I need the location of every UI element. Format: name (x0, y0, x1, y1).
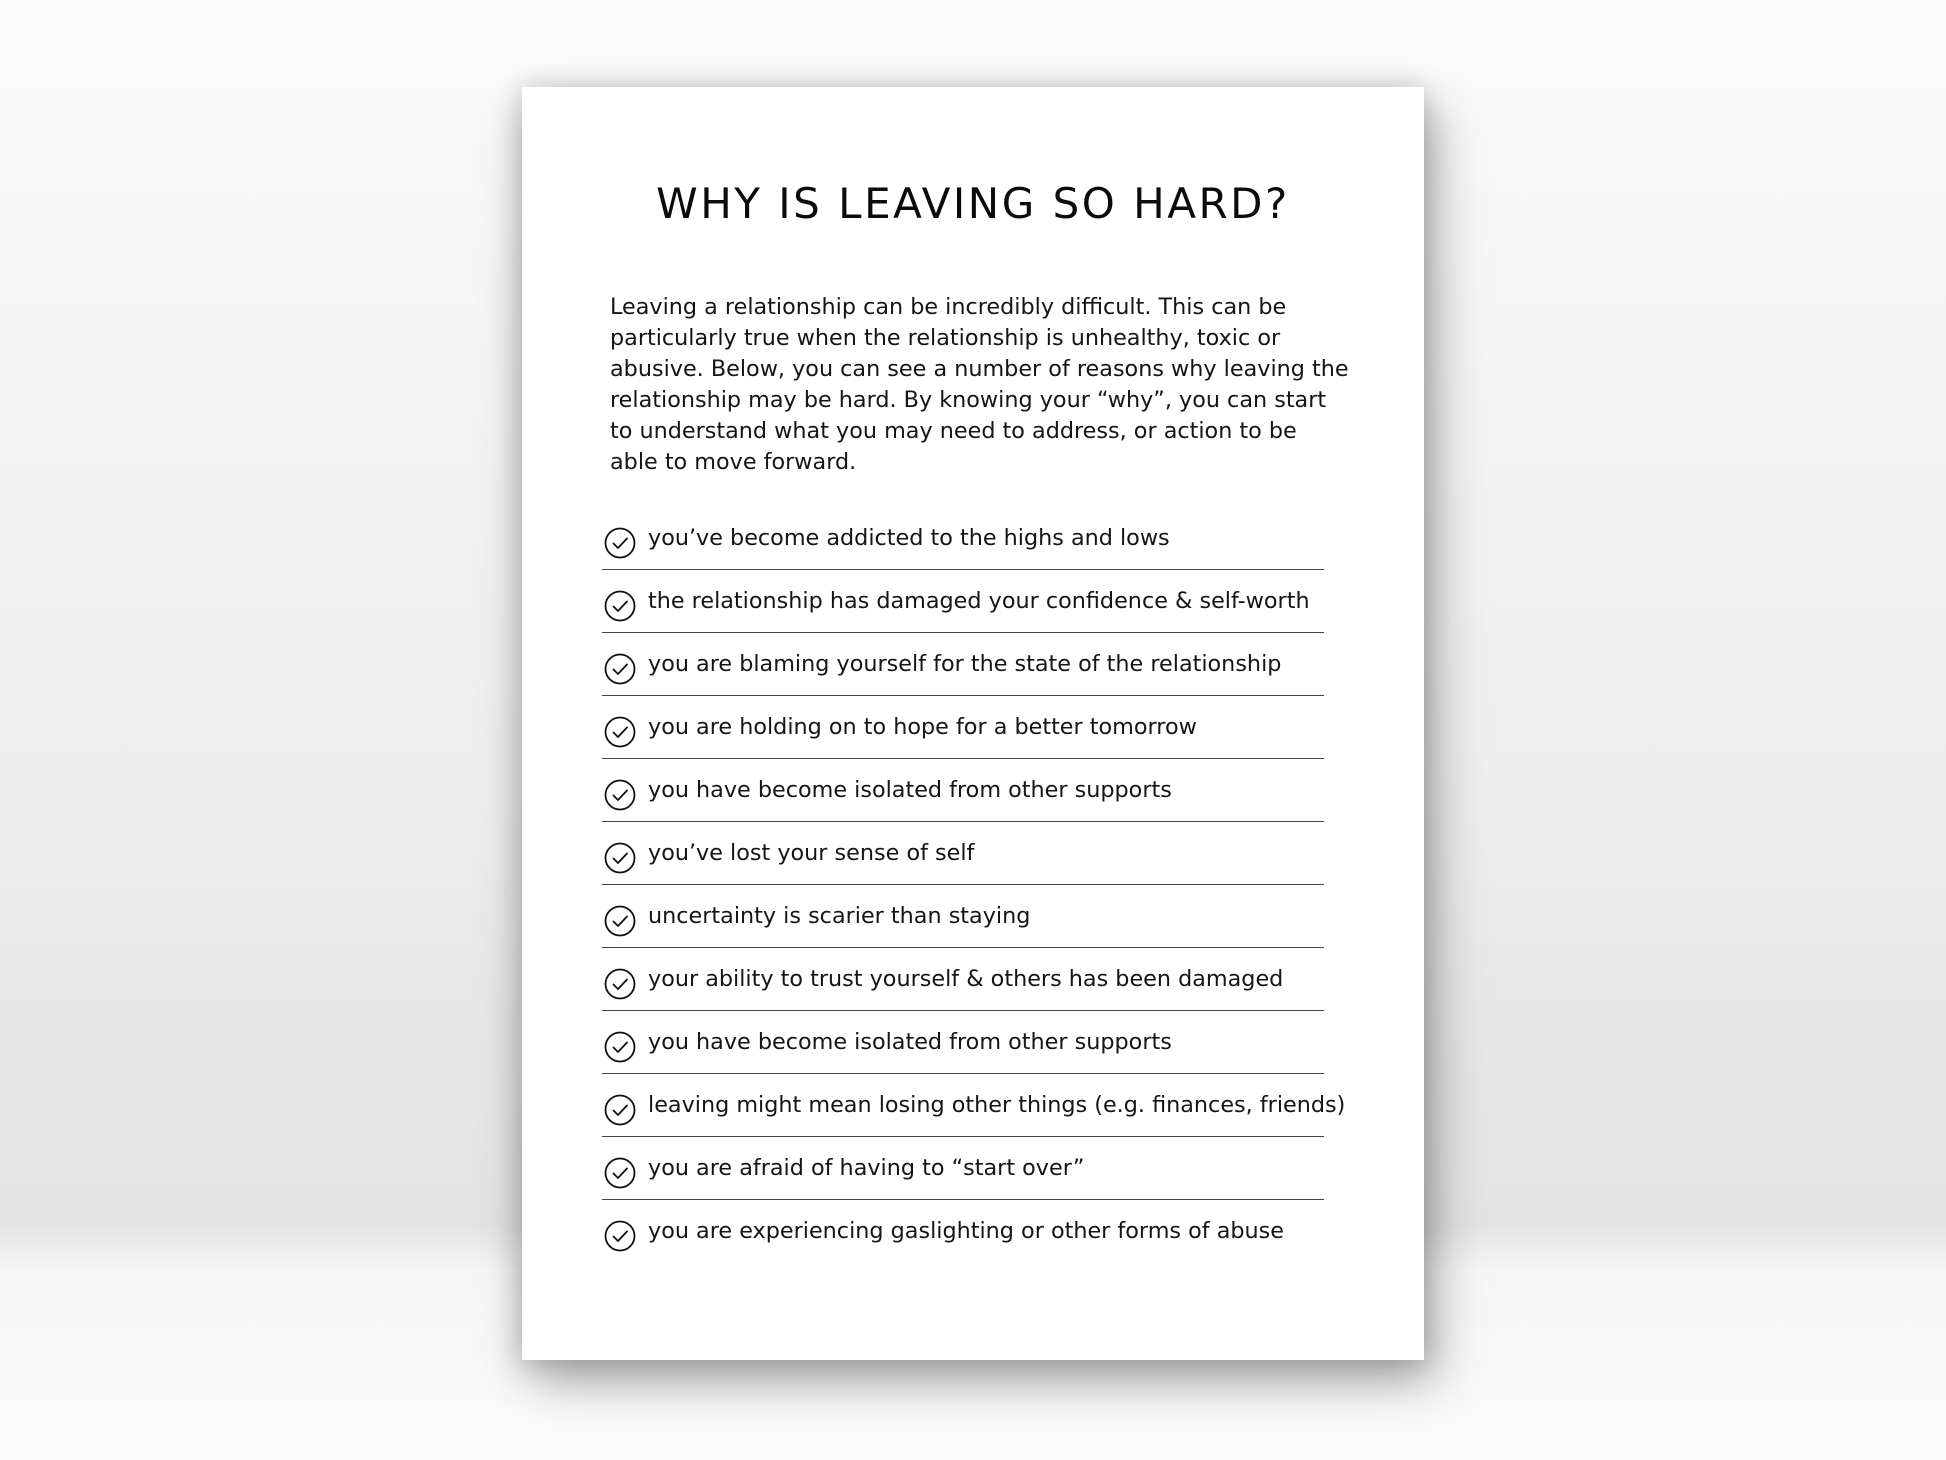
list-item (602, 1200, 1324, 1263)
list-item (602, 696, 1324, 759)
check-circle-icon (604, 779, 636, 811)
check-circle-icon (604, 842, 636, 874)
check-circle-icon (604, 590, 636, 622)
list-item (602, 570, 1324, 633)
reasons-list (602, 507, 1346, 1263)
check-circle-icon (604, 1157, 636, 1189)
check-circle-icon (604, 1031, 636, 1063)
list-item (602, 633, 1324, 696)
check-circle-icon (604, 527, 636, 559)
list-item (602, 948, 1324, 1011)
list-item-label: leaving might mean losing other things (e.g. finances, friends) (648, 1092, 1346, 1118)
list-item-label: the relationship has damaged your confidence & self-worth (648, 588, 1310, 614)
list-item-label: you have become isolated from other supports (648, 1029, 1172, 1055)
list-item-label: you’ve become addicted to the highs and lows (648, 525, 1170, 551)
list-item (602, 1011, 1324, 1074)
list-item-label: uncertainty is scarier than staying (648, 903, 1031, 929)
list-item-label: your ability to trust yourself & others has been damaged (648, 966, 1284, 992)
list-item (602, 885, 1324, 948)
list-item (602, 1074, 1346, 1137)
list-item-label: you have become isolated from other supports (648, 777, 1172, 803)
list-item (602, 1137, 1324, 1200)
check-circle-icon (604, 905, 636, 937)
list-item (602, 759, 1324, 822)
list-item-label: you are blaming yourself for the state of the relationship (648, 651, 1282, 677)
list-item-label: you are afraid of having to “start over” (648, 1155, 1085, 1181)
page-title: WHY IS LEAVING SO HARD? (656, 179, 1290, 228)
intro-paragraph: Leaving a relationship can be incredibly difficult. This can be particularly true when the relationship is unhealthy, toxic or abusive. Below, you can see a number of reasons why leaving the relationship may be hard. By knowing your “why”, you can start to understand what you may need to address, or action to be able to move forward. (610, 294, 1349, 475)
list-item (602, 822, 1324, 885)
list-item-label: you are holding on to hope for a better tomorrow (648, 714, 1197, 740)
list-item-label: you are experiencing gaslighting or other forms of abuse (648, 1218, 1284, 1244)
check-circle-icon (604, 1094, 636, 1126)
check-circle-icon (604, 653, 636, 685)
check-circle-icon (604, 1220, 636, 1252)
list-item (602, 507, 1324, 570)
document-page (522, 87, 1424, 1360)
check-circle-icon (604, 968, 636, 1000)
check-circle-icon (604, 716, 636, 748)
list-item-label: you’ve lost your sense of self (648, 840, 975, 866)
